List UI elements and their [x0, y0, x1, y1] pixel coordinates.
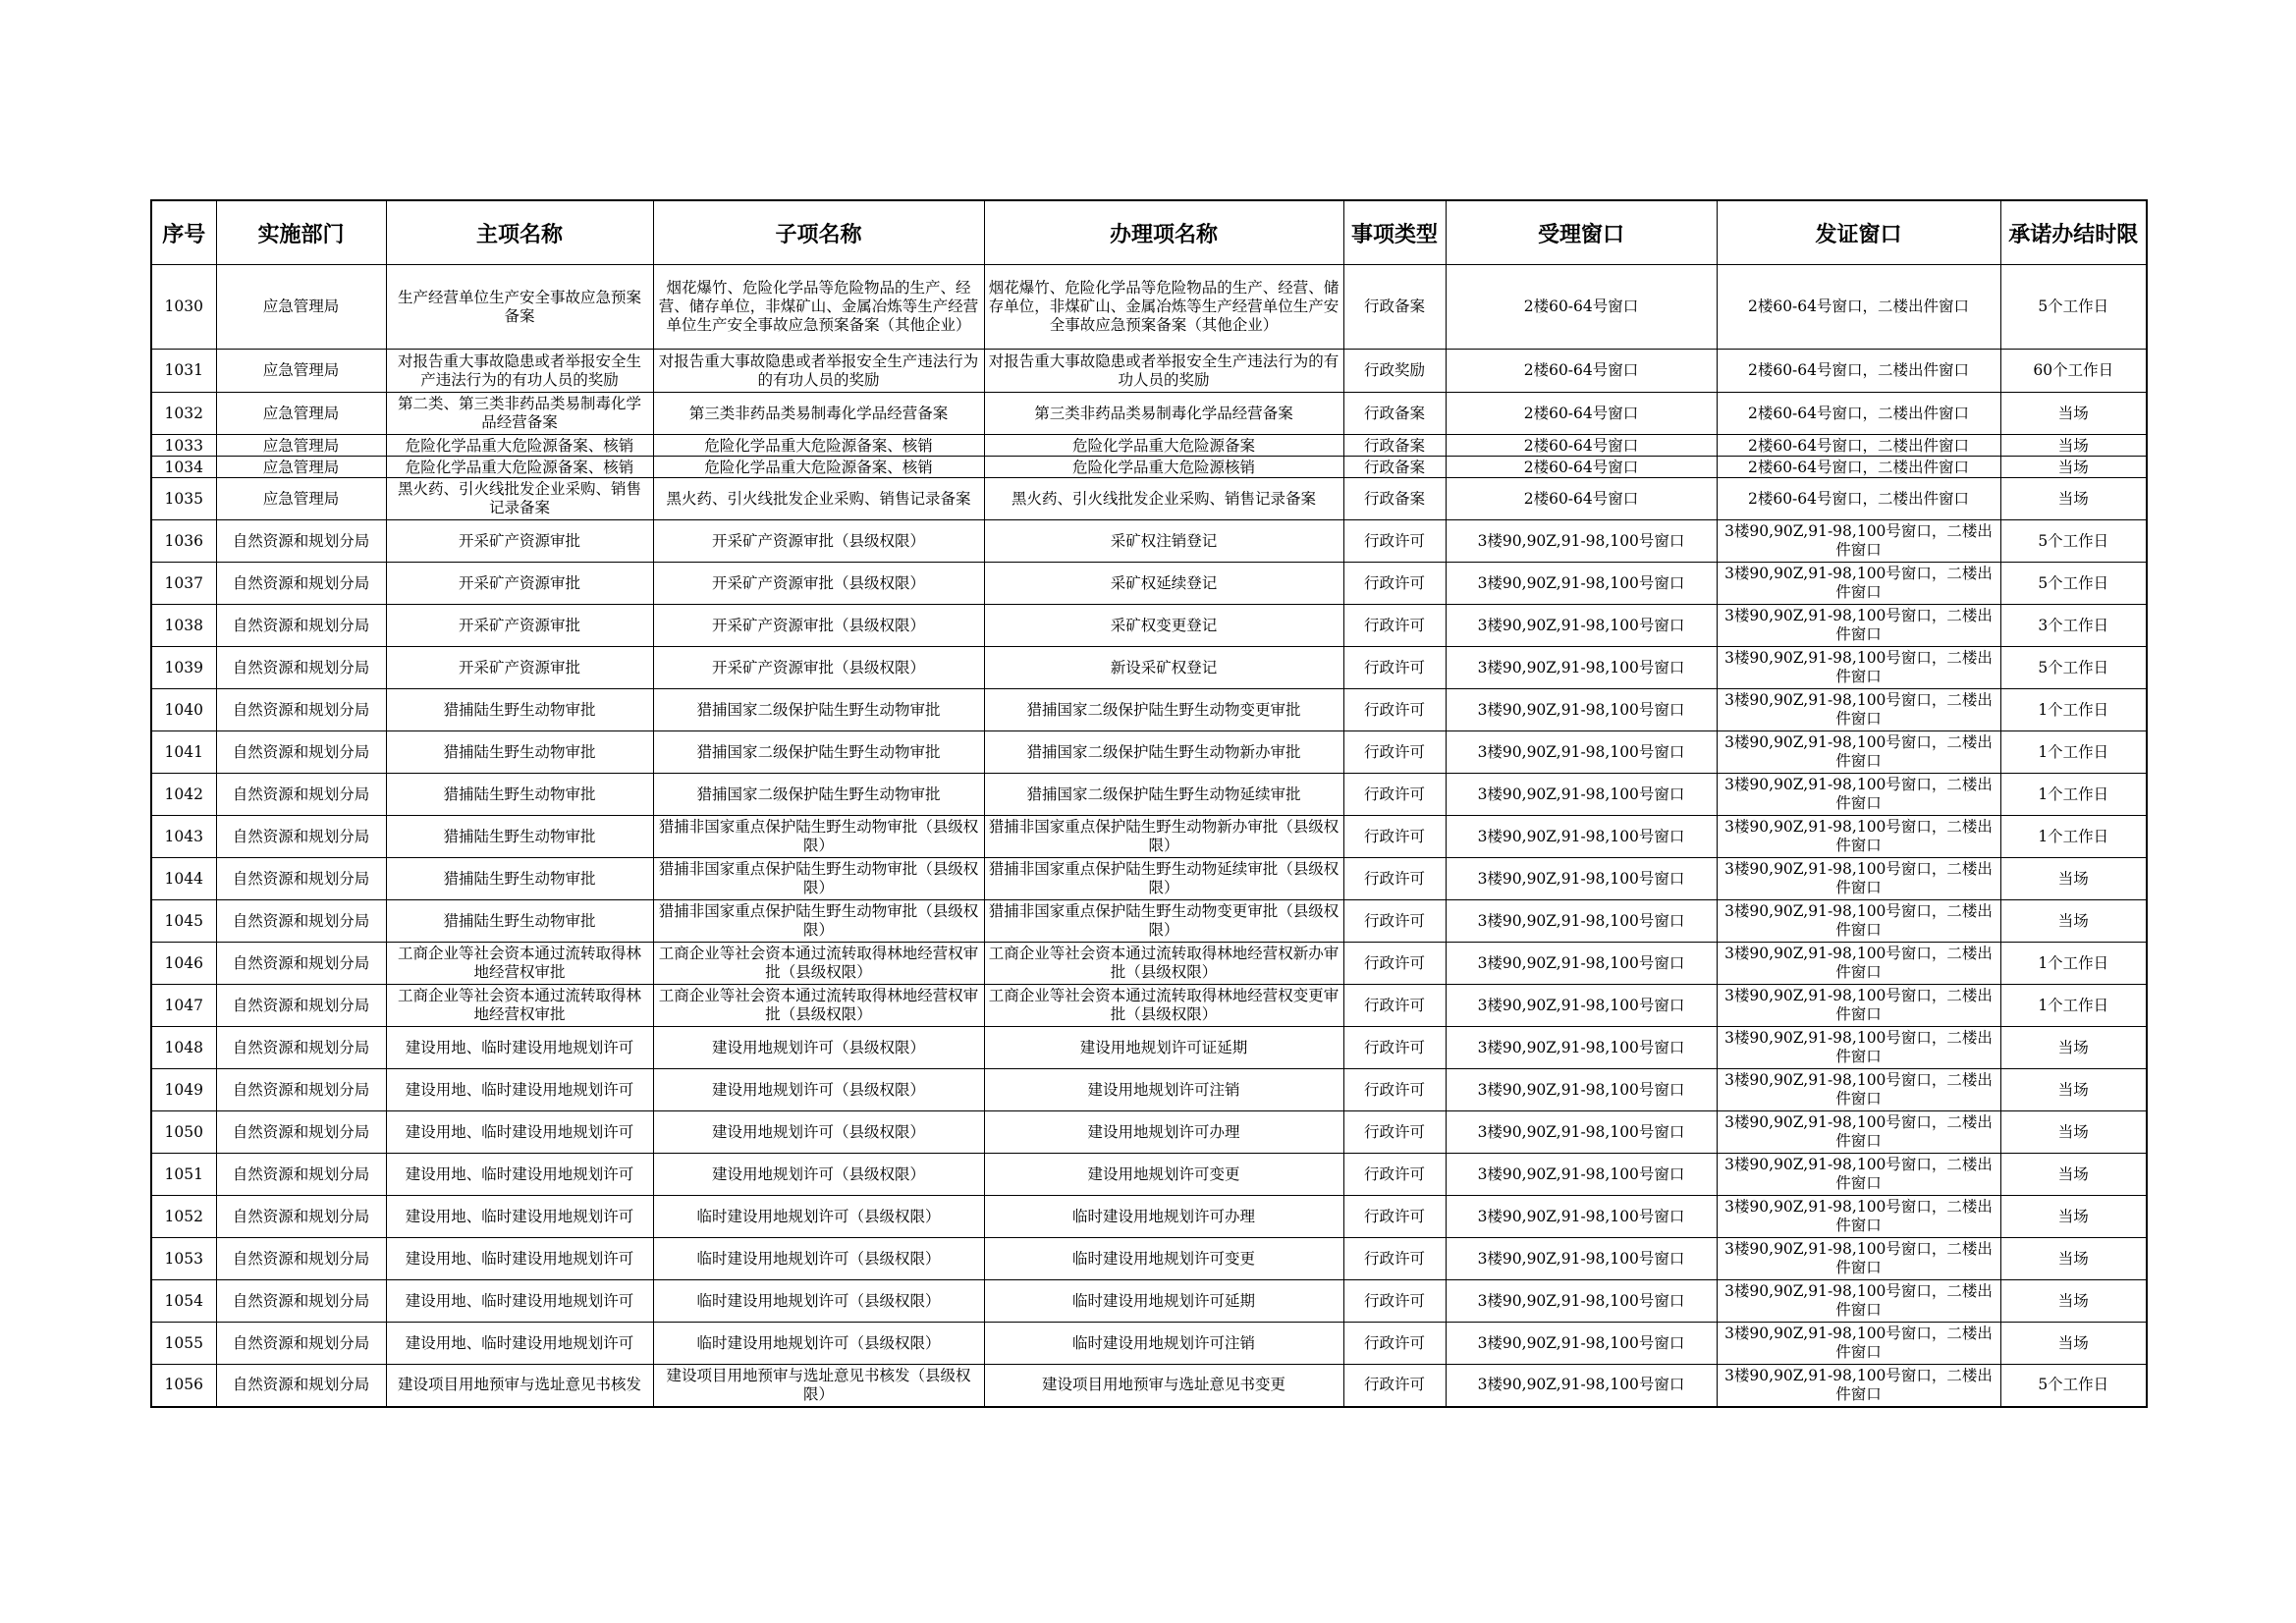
cell-issue-window: 3楼90,90Z,91-98,100号窗口，二楼出件窗口: [1717, 816, 2000, 858]
cell-issue-window: 2楼60-64号窗口，二楼出件窗口: [1717, 478, 2000, 520]
cell-sub-item: 建设用地规划许可（县级权限）: [653, 1111, 984, 1154]
cell-handling-item: 危险化学品重大危险源核销: [984, 457, 1343, 478]
cell-main-item: 猎捕陆生野生动物审批: [386, 774, 653, 816]
cell-item-type: 行政许可: [1343, 816, 1446, 858]
cell-main-item: 开采矿产资源审批: [386, 605, 653, 647]
cell-item-type: 行政许可: [1343, 1027, 1446, 1069]
cell-handling-item: 猎捕非国家重点保护陆生野生动物延续审批（县级权限）: [984, 858, 1343, 900]
cell-seq: 1035: [151, 478, 216, 520]
cell-time-limit: 当场: [2000, 1027, 2147, 1069]
table-row: [151, 563, 2147, 605]
cell-accept-window: 3楼90,90Z,91-98,100号窗口: [1446, 1027, 1717, 1069]
cell-accept-window: 3楼90,90Z,91-98,100号窗口: [1446, 816, 1717, 858]
cell-department: 应急管理局: [216, 350, 386, 393]
cell-department: 应急管理局: [216, 478, 386, 520]
cell-time-limit: 1个工作日: [2000, 689, 2147, 731]
cell-seq: 1041: [151, 731, 216, 774]
col-header-sub-item: 子项名称: [653, 200, 984, 265]
cell-department: 自然资源和规划分局: [216, 563, 386, 605]
cell-seq: 1039: [151, 647, 216, 689]
cell-issue-window: 3楼90,90Z,91-98,100号窗口，二楼出件窗口: [1717, 858, 2000, 900]
cell-accept-window: 2楼60-64号窗口: [1446, 393, 1717, 435]
cell-department: 自然资源和规划分局: [216, 1323, 386, 1365]
cell-department: 应急管理局: [216, 435, 386, 457]
col-header-handling-item: 办理项名称: [984, 200, 1343, 265]
cell-time-limit: 1个工作日: [2000, 943, 2147, 985]
cell-issue-window: 3楼90,90Z,91-98,100号窗口，二楼出件窗口: [1717, 1238, 2000, 1280]
cell-sub-item: 建设用地规划许可（县级权限）: [653, 1069, 984, 1111]
table-row: [151, 520, 2147, 563]
cell-time-limit: 60个工作日: [2000, 350, 2147, 393]
cell-accept-window: 3楼90,90Z,91-98,100号窗口: [1446, 1238, 1717, 1280]
col-header-department: 实施部门: [216, 200, 386, 265]
cell-department: 自然资源和规划分局: [216, 900, 386, 943]
cell-accept-window: 3楼90,90Z,91-98,100号窗口: [1446, 1365, 1717, 1407]
cell-item-type: 行政许可: [1343, 1365, 1446, 1407]
cell-seq: 1038: [151, 605, 216, 647]
cell-item-type: 行政许可: [1343, 689, 1446, 731]
cell-time-limit: 3个工作日: [2000, 605, 2147, 647]
cell-sub-item: 建设项目用地预审与选址意见书核发（县级权限）: [653, 1365, 984, 1407]
cell-issue-window: 3楼90,90Z,91-98,100号窗口，二楼出件窗口: [1717, 563, 2000, 605]
cell-main-item: 工商企业等社会资本通过流转取得林地经营权审批: [386, 985, 653, 1027]
cell-issue-window: 3楼90,90Z,91-98,100号窗口，二楼出件窗口: [1717, 1154, 2000, 1196]
cell-time-limit: 5个工作日: [2000, 1365, 2147, 1407]
cell-time-limit: 1个工作日: [2000, 774, 2147, 816]
table-row: [151, 1069, 2147, 1111]
cell-time-limit: 当场: [2000, 435, 2147, 457]
cell-issue-window: 3楼90,90Z,91-98,100号窗口，二楼出件窗口: [1717, 647, 2000, 689]
cell-seq: 1051: [151, 1154, 216, 1196]
cell-department: 自然资源和规划分局: [216, 858, 386, 900]
cell-seq: 1043: [151, 816, 216, 858]
cell-issue-window: 2楼60-64号窗口，二楼出件窗口: [1717, 435, 2000, 457]
cell-main-item: 猎捕陆生野生动物审批: [386, 689, 653, 731]
cell-seq: 1056: [151, 1365, 216, 1407]
cell-handling-item: 临时建设用地规划许可办理: [984, 1196, 1343, 1238]
cell-main-item: 建设用地、临时建设用地规划许可: [386, 1154, 653, 1196]
cell-sub-item: 对报告重大事故隐患或者举报安全生产违法行为的有功人员的奖励: [653, 350, 984, 393]
cell-main-item: 生产经营单位生产安全事故应急预案备案: [386, 265, 653, 350]
cell-issue-window: 3楼90,90Z,91-98,100号窗口，二楼出件窗口: [1717, 1196, 2000, 1238]
cell-department: 自然资源和规划分局: [216, 605, 386, 647]
cell-time-limit: 当场: [2000, 1196, 2147, 1238]
cell-time-limit: 当场: [2000, 1323, 2147, 1365]
cell-handling-item: 建设用地规划许可证延期: [984, 1027, 1343, 1069]
cell-handling-item: 工商企业等社会资本通过流转取得林地经营权新办审批（县级权限）: [984, 943, 1343, 985]
table-row: [151, 985, 2147, 1027]
cell-main-item: 猎捕陆生野生动物审批: [386, 731, 653, 774]
cell-handling-item: 黑火药、引火线批发企业采购、销售记录备案: [984, 478, 1343, 520]
cell-handling-item: 临时建设用地规划许可延期: [984, 1280, 1343, 1323]
cell-handling-item: 猎捕国家二级保护陆生野生动物延续审批: [984, 774, 1343, 816]
cell-item-type: 行政许可: [1343, 1111, 1446, 1154]
cell-handling-item: 危险化学品重大危险源备案: [984, 435, 1343, 457]
cell-accept-window: 3楼90,90Z,91-98,100号窗口: [1446, 605, 1717, 647]
cell-accept-window: 3楼90,90Z,91-98,100号窗口: [1446, 774, 1717, 816]
cell-main-item: 开采矿产资源审批: [386, 647, 653, 689]
cell-issue-window: 3楼90,90Z,91-98,100号窗口，二楼出件窗口: [1717, 1069, 2000, 1111]
col-header-main-item: 主项名称: [386, 200, 653, 265]
cell-sub-item: 开采矿产资源审批（县级权限）: [653, 605, 984, 647]
cell-sub-item: 危险化学品重大危险源备案、核销: [653, 435, 984, 457]
cell-issue-window: 3楼90,90Z,91-98,100号窗口，二楼出件窗口: [1717, 985, 2000, 1027]
cell-seq: 1030: [151, 265, 216, 350]
table-row: [151, 1365, 2147, 1407]
cell-seq: 1042: [151, 774, 216, 816]
cell-main-item: 对报告重大事故隐患或者举报安全生产违法行为的有功人员的奖励: [386, 350, 653, 393]
cell-item-type: 行政许可: [1343, 1196, 1446, 1238]
cell-seq: 1055: [151, 1323, 216, 1365]
cell-department: 自然资源和规划分局: [216, 774, 386, 816]
cell-department: 自然资源和规划分局: [216, 1280, 386, 1323]
cell-issue-window: 3楼90,90Z,91-98,100号窗口，二楼出件窗口: [1717, 1365, 2000, 1407]
cell-department: 自然资源和规划分局: [216, 816, 386, 858]
table-row: [151, 816, 2147, 858]
cell-department: 自然资源和规划分局: [216, 1196, 386, 1238]
cell-item-type: 行政许可: [1343, 647, 1446, 689]
table-row: [151, 350, 2147, 393]
table-header-row: [151, 200, 2147, 265]
table-row: [151, 647, 2147, 689]
cell-sub-item: 建设用地规划许可（县级权限）: [653, 1154, 984, 1196]
table-row: [151, 1280, 2147, 1323]
cell-department: 自然资源和规划分局: [216, 731, 386, 774]
cell-handling-item: 临时建设用地规划许可变更: [984, 1238, 1343, 1280]
table-row: [151, 1027, 2147, 1069]
cell-main-item: 建设用地、临时建设用地规划许可: [386, 1196, 653, 1238]
cell-issue-window: 3楼90,90Z,91-98,100号窗口，二楼出件窗口: [1717, 1323, 2000, 1365]
cell-sub-item: 临时建设用地规划许可（县级权限）: [653, 1238, 984, 1280]
cell-handling-item: 猎捕国家二级保护陆生野生动物新办审批: [984, 731, 1343, 774]
cell-seq: 1048: [151, 1027, 216, 1069]
cell-item-type: 行政许可: [1343, 605, 1446, 647]
cell-main-item: 开采矿产资源审批: [386, 520, 653, 563]
cell-item-type: 行政备案: [1343, 435, 1446, 457]
cell-time-limit: 5个工作日: [2000, 520, 2147, 563]
cell-accept-window: 3楼90,90Z,91-98,100号窗口: [1446, 943, 1717, 985]
cell-department: 自然资源和规划分局: [216, 1154, 386, 1196]
cell-main-item: 危险化学品重大危险源备案、核销: [386, 457, 653, 478]
cell-accept-window: 2楼60-64号窗口: [1446, 265, 1717, 350]
cell-accept-window: 3楼90,90Z,91-98,100号窗口: [1446, 900, 1717, 943]
col-header-accept-window: 受理窗口: [1446, 200, 1717, 265]
col-header-time-limit: 承诺办结时限: [2000, 200, 2147, 265]
cell-sub-item: 猎捕国家二级保护陆生野生动物审批: [653, 689, 984, 731]
cell-issue-window: 3楼90,90Z,91-98,100号窗口，二楼出件窗口: [1717, 731, 2000, 774]
cell-sub-item: 工商企业等社会资本通过流转取得林地经营权审批（县级权限）: [653, 943, 984, 985]
cell-issue-window: 3楼90,90Z,91-98,100号窗口，二楼出件窗口: [1717, 1111, 2000, 1154]
cell-main-item: 建设用地、临时建设用地规划许可: [386, 1069, 653, 1111]
cell-sub-item: 临时建设用地规划许可（县级权限）: [653, 1280, 984, 1323]
cell-accept-window: 2楼60-64号窗口: [1446, 478, 1717, 520]
cell-item-type: 行政许可: [1343, 520, 1446, 563]
cell-accept-window: 2楼60-64号窗口: [1446, 435, 1717, 457]
table-row: [151, 774, 2147, 816]
cell-item-type: 行政许可: [1343, 900, 1446, 943]
cell-handling-item: 猎捕非国家重点保护陆生野生动物变更审批（县级权限）: [984, 900, 1343, 943]
cell-department: 应急管理局: [216, 393, 386, 435]
cell-sub-item: 猎捕非国家重点保护陆生野生动物审批（县级权限）: [653, 858, 984, 900]
cell-issue-window: 2楼60-64号窗口，二楼出件窗口: [1717, 457, 2000, 478]
cell-accept-window: 2楼60-64号窗口: [1446, 350, 1717, 393]
table-row: [151, 1154, 2147, 1196]
cell-seq: 1037: [151, 563, 216, 605]
cell-main-item: 危险化学品重大危险源备案、核销: [386, 435, 653, 457]
cell-main-item: 建设项目用地预审与选址意见书核发: [386, 1365, 653, 1407]
table-row: [151, 393, 2147, 435]
cell-department: 自然资源和规划分局: [216, 1365, 386, 1407]
cell-item-type: 行政备案: [1343, 393, 1446, 435]
cell-item-type: 行政奖励: [1343, 350, 1446, 393]
cell-sub-item: 危险化学品重大危险源备案、核销: [653, 457, 984, 478]
cell-handling-item: 工商企业等社会资本通过流转取得林地经营权变更审批（县级权限）: [984, 985, 1343, 1027]
cell-item-type: 行政许可: [1343, 1069, 1446, 1111]
cell-sub-item: 临时建设用地规划许可（县级权限）: [653, 1323, 984, 1365]
cell-time-limit: 当场: [2000, 900, 2147, 943]
cell-sub-item: 工商企业等社会资本通过流转取得林地经营权审批（县级权限）: [653, 985, 984, 1027]
cell-seq: 1040: [151, 689, 216, 731]
cell-sub-item: 猎捕非国家重点保护陆生野生动物审批（县级权限）: [653, 900, 984, 943]
cell-department: 自然资源和规划分局: [216, 1111, 386, 1154]
cell-item-type: 行政许可: [1343, 1280, 1446, 1323]
cell-department: 自然资源和规划分局: [216, 520, 386, 563]
cell-item-type: 行政许可: [1343, 943, 1446, 985]
cell-item-type: 行政备案: [1343, 478, 1446, 520]
cell-issue-window: 2楼60-64号窗口，二楼出件窗口: [1717, 265, 2000, 350]
cell-seq: 1053: [151, 1238, 216, 1280]
cell-main-item: 建设用地、临时建设用地规划许可: [386, 1280, 653, 1323]
cell-seq: 1046: [151, 943, 216, 985]
cell-issue-window: 3楼90,90Z,91-98,100号窗口，二楼出件窗口: [1717, 1280, 2000, 1323]
cell-time-limit: 1个工作日: [2000, 816, 2147, 858]
cell-handling-item: 第三类非药品类易制毒化学品经营备案: [984, 393, 1343, 435]
cell-handling-item: 猎捕非国家重点保护陆生野生动物新办审批（县级权限）: [984, 816, 1343, 858]
cell-item-type: 行政许可: [1343, 731, 1446, 774]
cell-seq: 1034: [151, 457, 216, 478]
cell-department: 应急管理局: [216, 457, 386, 478]
cell-accept-window: 3楼90,90Z,91-98,100号窗口: [1446, 689, 1717, 731]
cell-sub-item: 开采矿产资源审批（县级权限）: [653, 647, 984, 689]
col-header-item-type: 事项类型: [1343, 200, 1446, 265]
table-row: [151, 900, 2147, 943]
cell-accept-window: 2楼60-64号窗口: [1446, 457, 1717, 478]
cell-issue-window: 3楼90,90Z,91-98,100号窗口，二楼出件窗口: [1717, 520, 2000, 563]
cell-item-type: 行政许可: [1343, 858, 1446, 900]
cell-time-limit: 1个工作日: [2000, 985, 2147, 1027]
cell-accept-window: 3楼90,90Z,91-98,100号窗口: [1446, 1280, 1717, 1323]
cell-main-item: 猎捕陆生野生动物审批: [386, 858, 653, 900]
cell-main-item: 猎捕陆生野生动物审批: [386, 900, 653, 943]
col-header-seq: 序号: [151, 200, 216, 265]
cell-item-type: 行政许可: [1343, 774, 1446, 816]
cell-department: 自然资源和规划分局: [216, 647, 386, 689]
cell-main-item: 开采矿产资源审批: [386, 563, 653, 605]
cell-handling-item: 建设项目用地预审与选址意见书变更: [984, 1365, 1343, 1407]
table-row: [151, 858, 2147, 900]
cell-sub-item: 建设用地规划许可（县级权限）: [653, 1027, 984, 1069]
cell-accept-window: 3楼90,90Z,91-98,100号窗口: [1446, 1154, 1717, 1196]
cell-time-limit: 当场: [2000, 1154, 2147, 1196]
cell-seq: 1031: [151, 350, 216, 393]
cell-accept-window: 3楼90,90Z,91-98,100号窗口: [1446, 1196, 1717, 1238]
table-row: [151, 1196, 2147, 1238]
cell-accept-window: 3楼90,90Z,91-98,100号窗口: [1446, 858, 1717, 900]
cell-issue-window: 3楼90,90Z,91-98,100号窗口，二楼出件窗口: [1717, 1027, 2000, 1069]
table-row: [151, 478, 2147, 520]
cell-main-item: 建设用地、临时建设用地规划许可: [386, 1027, 653, 1069]
cell-accept-window: 3楼90,90Z,91-98,100号窗口: [1446, 1111, 1717, 1154]
cell-handling-item: 采矿权变更登记: [984, 605, 1343, 647]
cell-issue-window: 3楼90,90Z,91-98,100号窗口，二楼出件窗口: [1717, 774, 2000, 816]
cell-handling-item: 建设用地规划许可变更: [984, 1154, 1343, 1196]
cell-issue-window: 3楼90,90Z,91-98,100号窗口，二楼出件窗口: [1717, 689, 2000, 731]
cell-seq: 1036: [151, 520, 216, 563]
cell-main-item: 工商企业等社会资本通过流转取得林地经营权审批: [386, 943, 653, 985]
table-row: [151, 457, 2147, 478]
cell-time-limit: 5个工作日: [2000, 647, 2147, 689]
cell-department: 自然资源和规划分局: [216, 689, 386, 731]
table-row: [151, 605, 2147, 647]
cell-time-limit: 当场: [2000, 393, 2147, 435]
cell-time-limit: 当场: [2000, 457, 2147, 478]
cell-item-type: 行政许可: [1343, 1238, 1446, 1280]
cell-time-limit: 5个工作日: [2000, 563, 2147, 605]
cell-time-limit: 当场: [2000, 1238, 2147, 1280]
cell-seq: 1047: [151, 985, 216, 1027]
cell-department: 应急管理局: [216, 265, 386, 350]
table-row: [151, 1323, 2147, 1365]
cell-seq: 1033: [151, 435, 216, 457]
cell-handling-item: 采矿权注销登记: [984, 520, 1343, 563]
cell-sub-item: 开采矿产资源审批（县级权限）: [653, 563, 984, 605]
cell-department: 自然资源和规划分局: [216, 1027, 386, 1069]
cell-handling-item: 建设用地规划许可注销: [984, 1069, 1343, 1111]
cell-seq: 1044: [151, 858, 216, 900]
cell-accept-window: 3楼90,90Z,91-98,100号窗口: [1446, 647, 1717, 689]
cell-sub-item: 烟花爆竹、危险化学品等危险物品的生产、经营、储存单位，非煤矿山、金属冶炼等生产经营单位生产安全事故应急预案备案（其他企业）: [653, 265, 984, 350]
cell-accept-window: 3楼90,90Z,91-98,100号窗口: [1446, 520, 1717, 563]
cell-sub-item: 黑火药、引火线批发企业采购、销售记录备案: [653, 478, 984, 520]
cell-department: 自然资源和规划分局: [216, 1069, 386, 1111]
cell-seq: 1045: [151, 900, 216, 943]
table-row: [151, 943, 2147, 985]
cell-seq: 1052: [151, 1196, 216, 1238]
cell-handling-item: 对报告重大事故隐患或者举报安全生产违法行为的有功人员的奖励: [984, 350, 1343, 393]
cell-department: 自然资源和规划分局: [216, 1238, 386, 1280]
cell-issue-window: 2楼60-64号窗口，二楼出件窗口: [1717, 350, 2000, 393]
cell-seq: 1050: [151, 1111, 216, 1154]
cell-handling-item: 采矿权延续登记: [984, 563, 1343, 605]
table-row: [151, 435, 2147, 457]
cell-main-item: 黑火药、引火线批发企业采购、销售记录备案: [386, 478, 653, 520]
cell-sub-item: 临时建设用地规划许可（县级权限）: [653, 1196, 984, 1238]
cell-sub-item: 第三类非药品类易制毒化学品经营备案: [653, 393, 984, 435]
table-row: [151, 265, 2147, 350]
cell-sub-item: 猎捕非国家重点保护陆生野生动物审批（县级权限）: [653, 816, 984, 858]
cell-main-item: 建设用地、临时建设用地规划许可: [386, 1111, 653, 1154]
cell-main-item: 第二类、第三类非药品类易制毒化学品经营备案: [386, 393, 653, 435]
table-row: [151, 731, 2147, 774]
cell-issue-window: 3楼90,90Z,91-98,100号窗口，二楼出件窗口: [1717, 943, 2000, 985]
cell-handling-item: 猎捕国家二级保护陆生野生动物变更审批: [984, 689, 1343, 731]
cell-sub-item: 猎捕国家二级保护陆生野生动物审批: [653, 731, 984, 774]
table-row: [151, 689, 2147, 731]
cell-department: 自然资源和规划分局: [216, 985, 386, 1027]
col-header-issue-window: 发证窗口: [1717, 200, 2000, 265]
cell-main-item: 建设用地、临时建设用地规划许可: [386, 1238, 653, 1280]
cell-sub-item: 猎捕国家二级保护陆生野生动物审批: [653, 774, 984, 816]
cell-seq: 1032: [151, 393, 216, 435]
cell-handling-item: 临时建设用地规划许可注销: [984, 1323, 1343, 1365]
cell-issue-window: 2楼60-64号窗口，二楼出件窗口: [1717, 393, 2000, 435]
cell-seq: 1049: [151, 1069, 216, 1111]
cell-item-type: 行政许可: [1343, 563, 1446, 605]
cell-accept-window: 3楼90,90Z,91-98,100号窗口: [1446, 985, 1717, 1027]
cell-time-limit: 当场: [2000, 478, 2147, 520]
cell-time-limit: 5个工作日: [2000, 265, 2147, 350]
cell-accept-window: 3楼90,90Z,91-98,100号窗口: [1446, 731, 1717, 774]
cell-time-limit: 当场: [2000, 1280, 2147, 1323]
cell-handling-item: 新设采矿权登记: [984, 647, 1343, 689]
cell-main-item: 猎捕陆生野生动物审批: [386, 816, 653, 858]
cell-time-limit: 1个工作日: [2000, 731, 2147, 774]
cell-accept-window: 3楼90,90Z,91-98,100号窗口: [1446, 563, 1717, 605]
cell-department: 自然资源和规划分局: [216, 943, 386, 985]
service-items-table: [150, 199, 2148, 1408]
table-row: [151, 1111, 2147, 1154]
cell-item-type: 行政许可: [1343, 985, 1446, 1027]
cell-item-type: 行政备案: [1343, 265, 1446, 350]
cell-time-limit: 当场: [2000, 1069, 2147, 1111]
cell-main-item: 建设用地、临时建设用地规划许可: [386, 1323, 653, 1365]
cell-item-type: 行政许可: [1343, 1154, 1446, 1196]
table-row: [151, 1238, 2147, 1280]
cell-issue-window: 3楼90,90Z,91-98,100号窗口，二楼出件窗口: [1717, 900, 2000, 943]
cell-time-limit: 当场: [2000, 1111, 2147, 1154]
cell-item-type: 行政备案: [1343, 457, 1446, 478]
cell-accept-window: 3楼90,90Z,91-98,100号窗口: [1446, 1069, 1717, 1111]
cell-sub-item: 开采矿产资源审批（县级权限）: [653, 520, 984, 563]
cell-seq: 1054: [151, 1280, 216, 1323]
cell-item-type: 行政许可: [1343, 1323, 1446, 1365]
cell-issue-window: 3楼90,90Z,91-98,100号窗口，二楼出件窗口: [1717, 605, 2000, 647]
cell-time-limit: 当场: [2000, 858, 2147, 900]
cell-handling-item: 烟花爆竹、危险化学品等危险物品的生产、经营、储存单位，非煤矿山、金属冶炼等生产经营单位生产安全事故应急预案备案（其他企业）: [984, 265, 1343, 350]
cell-handling-item: 建设用地规划许可办理: [984, 1111, 1343, 1154]
cell-accept-window: 3楼90,90Z,91-98,100号窗口: [1446, 1323, 1717, 1365]
